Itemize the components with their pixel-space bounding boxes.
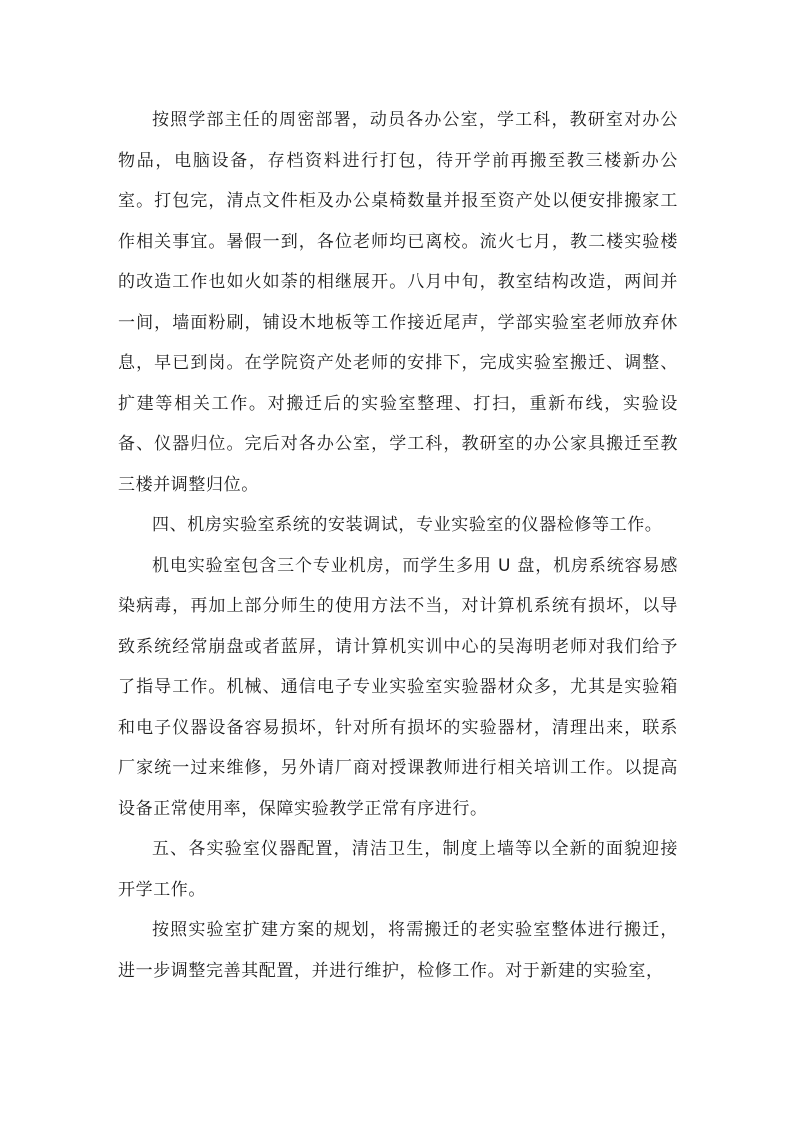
paragraph-lab-expansion: 按照实验室扩建方案的规划，将需搬迁的老实验室整体进行搬迁，进一步调整完善其配置，并进行维护，检修工作。对于新建的实验室， xyxy=(118,920,678,981)
paragraph-lab-maintenance: 机电实验室包含三个专业机房，而学生多用 U 盘，机房系统容易感染病毒，再加上部分师生的使用方法不当，对计算机系统有损坏，以导致系统经常崩盘或者蓝屏，请计算机实训中心的吴海明老师对我们给予了指导工作。机械、通信电子专业实验室实验器材众多，尤其是实验箱和电子仪器设备容易损坏，针对所有损坏的实验器材，清理出来，联系厂家统一过来维修，另外请厂商对授课教师进行相关培训工作。以提高设备正常使用率，保障实验教学正常有序进行。 xyxy=(118,555,678,819)
section-heading-five: 五、各实验室仪器配置，清洁卫生，制度上墙等以全新的面貌迎接开学工作。 xyxy=(118,839,678,900)
paragraph-relocation-work: 按照学部主任的周密部署，动员各办公室，学工科，教研室对办公物品，电脑设备，存档资料进行打包，待开学前再搬至教三楼新办公室。打包完，清点文件柜及办公桌椅数量并报至资产处以便安排搬家工作相关事宜。暑假一到，各位老师均已离校。流火七月，教二楼实验楼的改造工作也如火如荼的相继展开。八月中旬，教室结构改造，两间并一间，墙面粉刷，铺设木地板等工作接近尾声，学部实验室老师放弃休息，早已到岗。在学院资产处老师的安排下，完成实验室搬迁、调整、扩建等相关工作。对搬迁后的实验室整理、打扫，重新布线，实验设备、仪器归位。完后对各办公室，学工科，教研室的办公家具搬迁至教三楼并调整归位。 xyxy=(118,110,678,495)
document-body xyxy=(118,100,678,991)
section-heading-four: 四、机房实验室系统的安装调试，专业实验室的仪器检修等工作。 xyxy=(152,515,663,535)
